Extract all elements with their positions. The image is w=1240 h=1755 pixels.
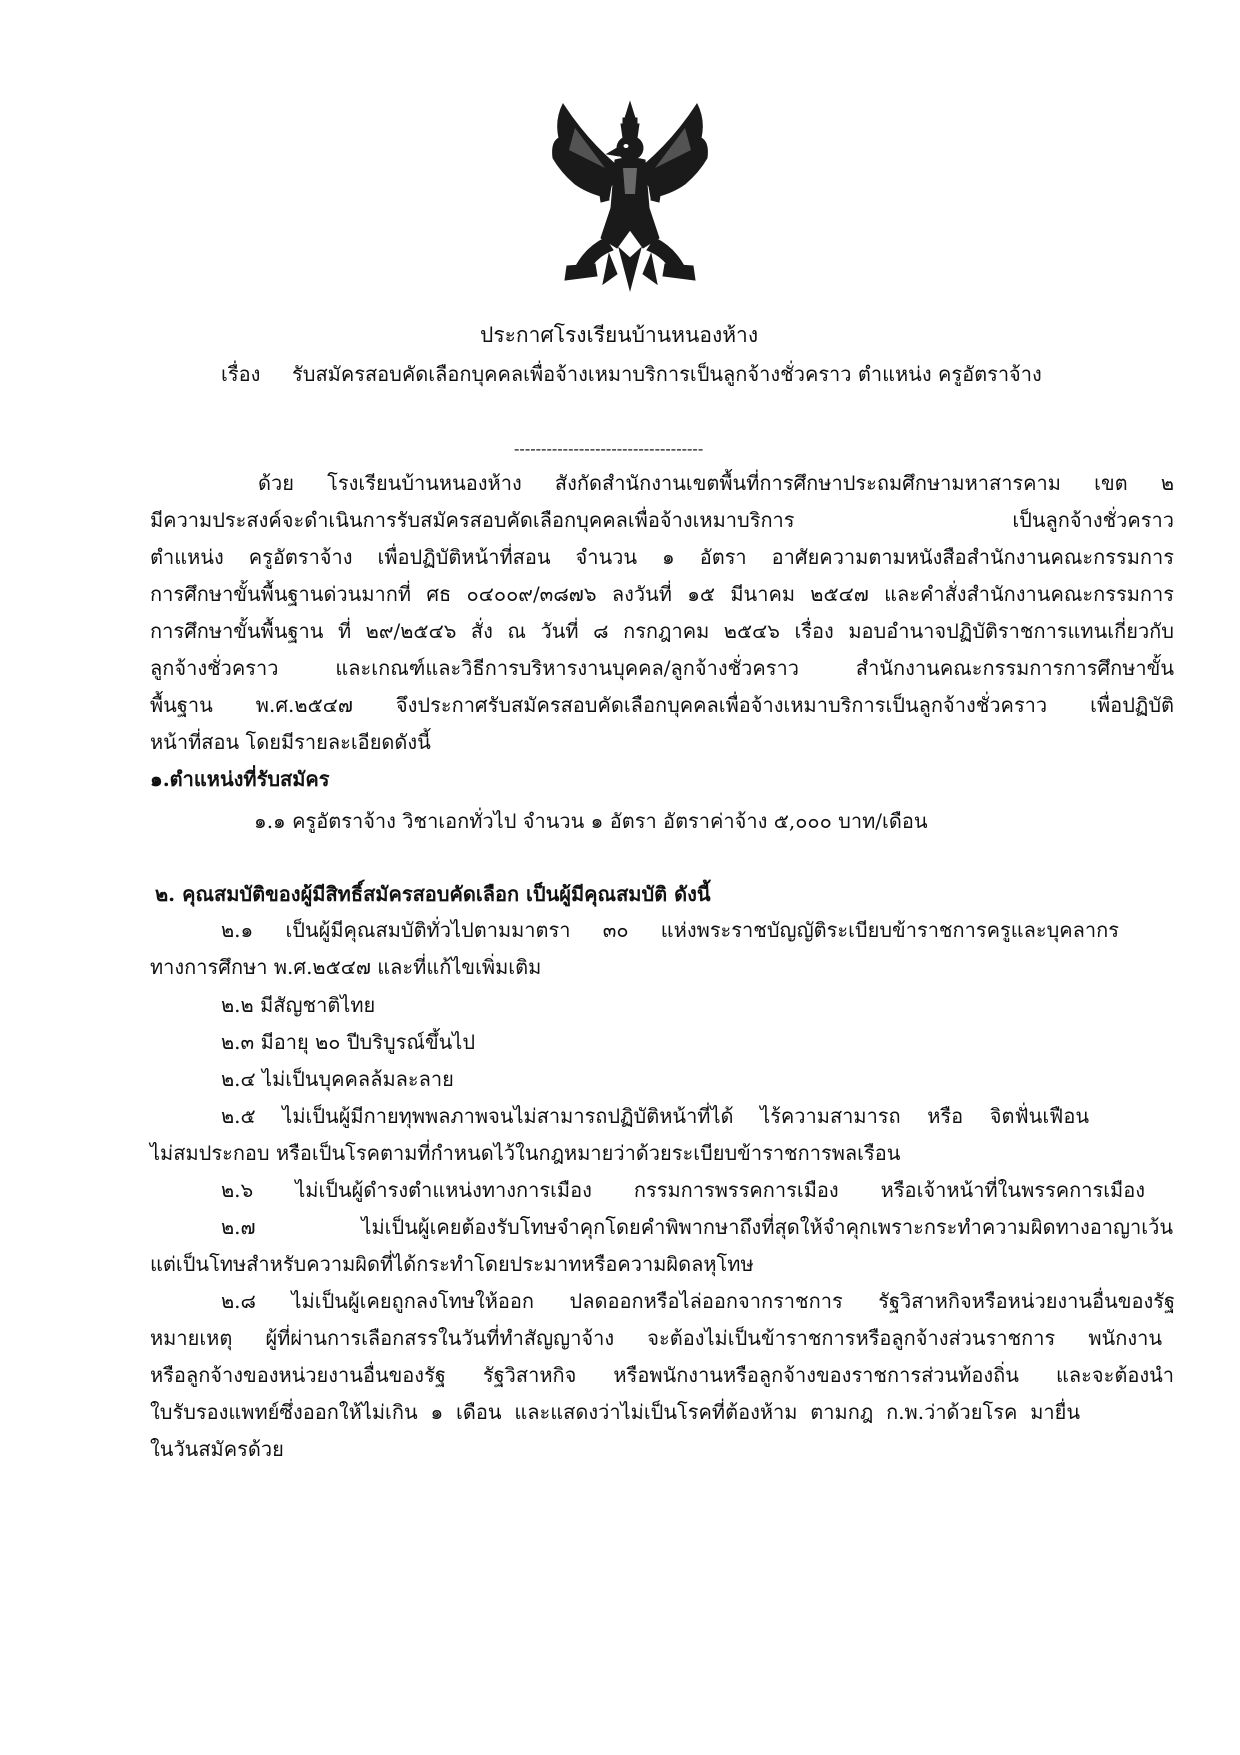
section-2-heading: ๒. คุณสมบัติของผู้มีสิทธิ์สมัครสอบคัดเลือก เป็นผู้มีคุณสมบัติ ดังนี้ [155, 882, 711, 906]
qualification-line: ๒.๕ ไม่เป็นผู้มีกายทุพพลภาพจนไม่สามารถปฏิบัติหน้าที่ได้ ไร้ความสามารถ หรือ จิตฟั่นเฟือน [221, 1104, 1089, 1128]
section-1-heading: ๑.ตำแหน่งที่รับสมัคร [150, 767, 330, 791]
qualification-line: ๒.๗ ไม่เป็นผู้เคยต้องรับโทษจำคุกโดยคำพิพากษาถึงที่สุดให้จำคุกเพราะกระทำความผิดทางอาญาเว้น [221, 1215, 1173, 1239]
intro-line: พื้นฐาน พ.ศ.๒๕๔๗ จึงประกาศรับสมัครสอบคัดเลือกบุคคลเพื่อจ้างเหมาบริการเป็นลูกจ้างชั่วคราว เพื่อปฏิบัติ [150, 693, 1174, 717]
intro-line: การศึกษาขั้นพื้นฐานด่วนมากที่ ศธ ๐๔๐๐๙/๓๘๗๖ ลงวันที่ ๑๕ มีนาคม ๒๕๔๗ และคำสั่งสำนักงานคณะกรรมการ [150, 582, 1174, 606]
qualification-line: ๒.๑ เป็นผู้มีคุณสมบัติทั่วไปตามมาตรา ๓๐ แห่งพระราชบัญญัติระเบียบข้าราชการครูและบุคลากร [221, 918, 1119, 942]
intro-line: มีความประสงค์จะดำเนินการรับสมัครสอบคัดเลือกบุคคลเพื่อจ้างเหมาบริการ เป็นลูกจ้างชั่วคราว [150, 508, 1174, 532]
intro-line: การศึกษาขั้นพื้นฐาน ที่ ๒๙/๒๕๔๖ สั่ง ณ วันที่ ๘ กรกฎาคม ๒๕๔๖ เรื่อง มอบอำนาจปฏิบัติราชการแทนเกี่ยวกับ [150, 619, 1174, 643]
remark-line: หมายเหตุ ผู้ที่ผ่านการเลือกสรรในวันที่ทำสัญญาจ้าง จะต้องไม่เป็นข้าราชการหรือลูกจ้างส่วนราชการ พนักงาน [150, 1326, 1162, 1350]
subject-text: รับสมัครสอบคัดเลือกบุคคลเพื่อจ้างเหมาบริการเป็นลูกจ้างชั่วคราว ตำแหน่ง ครูอัตราจ้าง [292, 362, 1042, 386]
qualification-line: ไม่สมประกอบ หรือเป็นโรคตามที่กำหนดไว้ในกฎหมายว่าด้วยระเบียบข้าราชการพลเรือน [150, 1141, 901, 1165]
intro-line: ตำแหน่ง ครูอัตราจ้าง เพื่อปฏิบัติหน้าที่สอน จำนวน ๑ อัตรา อาศัยความตามหนังสือสำนักงานคณะกรรมการ [150, 545, 1174, 569]
qualification-line: ๒.๘ ไม่เป็นผู้เคยถูกลงโทษให้ออก ปลดออกหรือไล่ออกจากราชการ รัฐวิสาหกิจหรือหน่วยงานอื่นของรัฐ [221, 1289, 1175, 1313]
qualification-line: ๒.๔ ไม่เป็นบุคคลล้มละลาย [221, 1067, 454, 1091]
qualification-line: แต่เป็นโทษสำหรับความผิดที่ได้กระทำโดยประมาทหรือความผิดลหุโทษ [150, 1252, 754, 1276]
qualification-line: ๒.๒ มีสัญชาติไทย [221, 993, 376, 1017]
remark-line: หรือลูกจ้างของหน่วยงานอื่นของรัฐ รัฐวิสาหกิจ หรือพนักงานหรือลูกจ้างของราชการส่วนท้องถิ่น และจะต้องนำ [150, 1363, 1174, 1387]
intro-line: ด้วย โรงเรียนบ้านหนองห้าง สังกัดสำนักงานเขตพื้นที่การศึกษาประถมศึกษามหาสารคาม เขต ๒ [258, 471, 1174, 495]
section-1-item: ๑.๑ ครูอัตราจ้าง วิชาเอกทั่วไป จำนวน ๑ อัตรา อัตราค่าจ้าง ๕,๐๐๐ บาท/เดือน [254, 809, 928, 833]
intro-line: หน้าที่สอน โดยมีรายละเอียดดังนี้ [150, 730, 431, 754]
subject-label: เรื่อง [221, 362, 261, 386]
qualification-line: ๒.๖ ไม่เป็นผู้ดำรงตำแหน่งทางการเมือง กรรมการพรรคการเมือง หรือเจ้าหน้าที่ในพรรคการเมือง [221, 1178, 1145, 1202]
qualification-line: ทางการศึกษา พ.ศ.๒๕๔๗ และที่แก้ไขเพิ่มเติม [150, 955, 542, 979]
intro-line: ลูกจ้างชั่วคราว และเกณฑ์และวิธีการบริหารงานบุคคล/ลูกจ้างชั่วคราว สำนักงานคณะกรรมการการศึกษาขั้น [150, 656, 1174, 680]
document-title: ประกาศโรงเรียนบ้านหนองห้าง [480, 323, 759, 347]
remark-line: ใบรับรองแพทย์ซึ่งออกให้ไม่เกิน ๑ เดือน และแสดงว่าไม่เป็นโรคที่ต้องห้าม ตามกฎ ก.พ.ว่าด้วยโรค มายื่น [150, 1400, 1080, 1424]
garuda-emblem [545, 98, 715, 294]
remark-line: ในวันสมัครด้วย [150, 1437, 284, 1461]
qualification-line: ๒.๓ มีอายุ ๒๐ ปีบริบูรณ์ขึ้นไป [221, 1030, 476, 1054]
title-divider: ----------------------------------- [514, 439, 704, 458]
